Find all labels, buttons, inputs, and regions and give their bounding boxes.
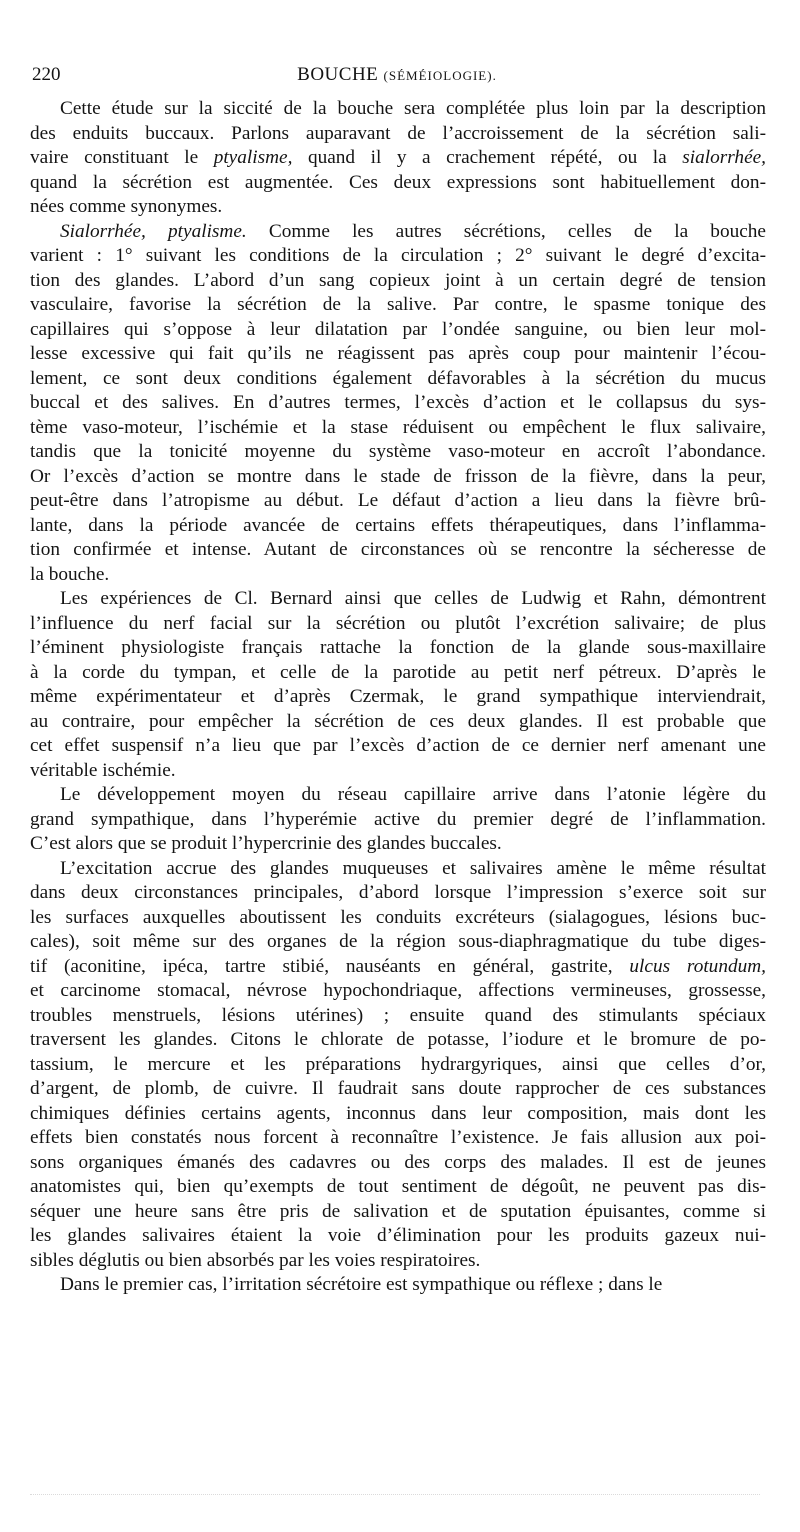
paragraph bbox=[30, 783, 766, 857]
text-segment: d’argent, de plomb, de cuivre. Il faudrait sans doute rapprocher de ces substances bbox=[30, 1078, 766, 1099]
text-segment: même expérimentateur et d’après Czermak, le grand sympathique interviendrait, bbox=[30, 686, 766, 707]
paragraph bbox=[30, 1273, 766, 1298]
paragraph bbox=[30, 220, 766, 588]
text-line bbox=[30, 563, 766, 588]
text-line bbox=[30, 734, 766, 759]
text-line bbox=[30, 710, 766, 735]
text-line bbox=[30, 465, 766, 490]
text-line bbox=[30, 1077, 766, 1102]
text-line bbox=[30, 783, 766, 808]
running-title bbox=[30, 60, 764, 91]
text-segment: nées comme synonymes. bbox=[30, 196, 223, 217]
text-segment: tif (aconitine, ipéca, tartre stibié, nauséants en général, gastrite, bbox=[30, 955, 630, 977]
text-segment: Dans le premier cas, l’irritation sécrétoire est sympathique ou réflexe ; dans le bbox=[60, 1274, 663, 1295]
text-segment: au contraire, pour empêcher la sécrétion de ces deux glandes. Il est probable que bbox=[30, 710, 766, 732]
text-segment: à la corde du tympan, et celle de la parotide au petit nerf pétreux. D’après le bbox=[30, 661, 766, 683]
text-segment: Or l’excès d’action se montre dans le stade de frisson de la fièvre, dans la peur, bbox=[30, 465, 766, 487]
text-segment: grand sympathique, dans l’hyperémie active du premier degré de l’inflammation. bbox=[30, 808, 766, 830]
text-segment: sons organiques émanés des cadavres ou des corps des malades. Il est de jeunes bbox=[30, 1151, 766, 1173]
text-line bbox=[30, 342, 766, 367]
text-line bbox=[30, 269, 766, 294]
text-line bbox=[30, 122, 766, 147]
text-segment: la bouche. bbox=[30, 563, 110, 585]
running-header bbox=[30, 60, 764, 90]
text-line bbox=[30, 489, 766, 514]
text-segment: capillaires qui s’oppose à leur dilatation par l’ondée sanguine, ou bien leur mol- bbox=[30, 318, 766, 340]
text-segment: l’influence du nerf facial sur la sécrétion ou plutôt l’excrétion salivaire; de plus bbox=[30, 612, 766, 634]
italic-text: ptyalisme, bbox=[213, 147, 293, 168]
text-segment: lante, dans la période avancée de certains effets thérapeutiques, dans l’inflamma- bbox=[30, 514, 766, 536]
text-line bbox=[30, 930, 766, 955]
text-line bbox=[30, 1249, 766, 1274]
text-segment: séquer une heure sans être pris de salivation et de sputation épuisantes, comme si bbox=[30, 1200, 766, 1222]
text-segment: Comme les autres sécrétions, celles de la bouche bbox=[246, 220, 766, 242]
text-line bbox=[30, 538, 766, 563]
text-line bbox=[30, 661, 766, 686]
text-segment: tion des glandes. L’abord d’un sang copieux joint à un certain degré de tension bbox=[30, 269, 766, 291]
text-segment: quand la sécrétion est augmentée. Ces deux expressions sont habituellement don- bbox=[30, 171, 766, 193]
text-line bbox=[30, 1126, 766, 1151]
page-number: 220 bbox=[32, 64, 61, 85]
italic-text: Sialorrhée, ptyalisme. bbox=[60, 220, 247, 242]
text-line bbox=[30, 293, 766, 318]
text-segment: tème vaso-moteur, l’ischémie et la stase réduisent ou empêchent le flux salivaire, bbox=[30, 416, 766, 438]
text-line bbox=[30, 955, 766, 980]
text-segment: et carcinome stomacal, névrose hypochondriaque, affections vermineuses, grossesse, bbox=[30, 980, 766, 1001]
text-line bbox=[30, 808, 766, 833]
scan-speckle-line bbox=[30, 1494, 760, 1501]
text-segment: sibles déglutis ou bien absorbés par les voies respiratoires. bbox=[30, 1249, 481, 1271]
text-segment: vaire constituant le bbox=[30, 147, 214, 168]
text-line bbox=[30, 685, 766, 710]
text-segment: C’est alors que se produit l’hypercrinie des glandes buccales. bbox=[30, 833, 502, 854]
text-segment: anatomistes qui, bien qu’exempts de tout sentiment de dégoût, ne peuvent pas dis- bbox=[30, 1176, 766, 1197]
text-segment: peut-être dans l’atropisme au début. Le défaut d’action a lieu dans la fièvre brû- bbox=[30, 490, 766, 511]
text-segment: traversent les glandes. Citons le chlorate de potasse, l’iodure et le bromure de po- bbox=[30, 1029, 766, 1050]
text-line bbox=[30, 1175, 766, 1200]
text-line bbox=[30, 514, 766, 539]
text-line bbox=[30, 1200, 766, 1225]
text-line bbox=[30, 1028, 766, 1053]
paragraph bbox=[30, 857, 766, 1274]
text-line bbox=[30, 612, 766, 637]
italic-text: ulcus rotundum, bbox=[629, 955, 766, 977]
text-segment: varient : 1° suivant les conditions de la circulation ; 2° suivant le degré d’excita- bbox=[30, 245, 766, 266]
text-segment: l’éminent physiologiste français rattache la fonction de la glande sous-maxillaire bbox=[30, 637, 766, 658]
text-line bbox=[30, 759, 766, 784]
text-segment: les glandes salivaires étaient la voie d’élimination pour les produits gazeux nui- bbox=[30, 1225, 766, 1246]
text-segment: des enduits buccaux. Parlons auparavant de l’accroissement de la sécrétion sali- bbox=[30, 122, 766, 144]
text-line bbox=[30, 220, 766, 245]
text-segment: lesse excessive qui fait qu’ils ne réagissent pas après coup pour maintenir l’écou- bbox=[30, 343, 766, 364]
text-segment: buccal et des salives. En d’autres termes, l’excès d’action et le collapsus du sys- bbox=[30, 392, 766, 413]
text-line bbox=[30, 906, 766, 931]
text-line bbox=[30, 367, 766, 392]
body-text bbox=[30, 97, 766, 1298]
text-line bbox=[30, 391, 766, 416]
text-segment: cales), soit même sur des organes de la région sous-diaphragmatique du tube diges- bbox=[30, 931, 766, 952]
text-line bbox=[30, 195, 766, 220]
text-line bbox=[30, 146, 766, 171]
text-line bbox=[30, 587, 766, 612]
text-line bbox=[30, 979, 766, 1004]
text-line bbox=[30, 1273, 766, 1298]
text-segment: chimiques définies certains agents, inconnus dans leur composition, mais dont les bbox=[30, 1102, 766, 1124]
text-line bbox=[30, 881, 766, 906]
text-segment: tion confirmée et intense. Autant de circonstances où se rencontre la sécheresse de bbox=[30, 539, 766, 560]
text-line bbox=[30, 1004, 766, 1029]
text-segment: dans deux circonstances principales, d’abord lorsque l’impression s’exerce soit sur bbox=[30, 882, 766, 903]
text-segment: cet effet suspensif n’a lieu que par l’excès d’action de ce dernier nerf amenant une bbox=[30, 735, 766, 756]
text-segment: lement, ce sont deux conditions également défavorables à la sécrétion du mucus bbox=[30, 367, 766, 389]
text-line bbox=[30, 1053, 766, 1078]
text-line bbox=[30, 318, 766, 343]
text-segment: troubles menstruels, lésions utérines) ; ensuite quand des stimulants spéciaux bbox=[30, 1004, 766, 1026]
text-line bbox=[30, 416, 766, 441]
text-line bbox=[30, 636, 766, 661]
text-segment: Le développement moyen du réseau capillaire arrive dans l’atonie légère du bbox=[60, 784, 766, 805]
text-segment: vasculaire, favorise la sécrétion de la salive. Par contre, le spasme tonique des bbox=[30, 294, 766, 315]
paragraph bbox=[30, 587, 766, 783]
text-segment: effets bien constatés nous forcent à reconnaître l’existence. Je fais allusion aux poi- bbox=[30, 1127, 766, 1148]
text-line bbox=[30, 171, 766, 196]
paragraph bbox=[30, 97, 766, 220]
text-line bbox=[30, 97, 766, 122]
text-line bbox=[30, 244, 766, 269]
text-segment: véritable ischémie. bbox=[30, 759, 176, 781]
running-title-main: BOUCHE bbox=[297, 64, 379, 85]
text-line bbox=[30, 832, 766, 857]
text-line bbox=[30, 1224, 766, 1249]
running-title-sub: (SÉMÉIOLOGIE). bbox=[383, 68, 497, 83]
italic-text: sialorrhée, bbox=[682, 147, 766, 168]
text-line bbox=[30, 1151, 766, 1176]
text-segment: tandis que la tonicité moyenne du système vaso-moteur en accroît l’abondance. bbox=[30, 441, 766, 462]
text-line bbox=[30, 857, 766, 882]
text-segment: Les expériences de Cl. Bernard ainsi que celles de Ludwig et Rahn, démontrent bbox=[60, 588, 766, 609]
text-segment: tassium, le mercure et les préparations hydrargyriques, ainsi que celles d’or, bbox=[30, 1053, 766, 1075]
text-line bbox=[30, 1102, 766, 1127]
text-line bbox=[30, 440, 766, 465]
text-segment: les surfaces auxquelles aboutissent les conduits excréteurs (sialagogues, lésions buc- bbox=[30, 906, 766, 928]
text-segment: L’excitation accrue des glandes muqueuses et salivaires amène le même résultat bbox=[60, 857, 766, 879]
text-segment: Cette étude sur la siccité de la bouche sera complétée plus loin par la description bbox=[60, 98, 766, 119]
text-segment: quand il y a crachement répété, ou la bbox=[292, 147, 683, 168]
